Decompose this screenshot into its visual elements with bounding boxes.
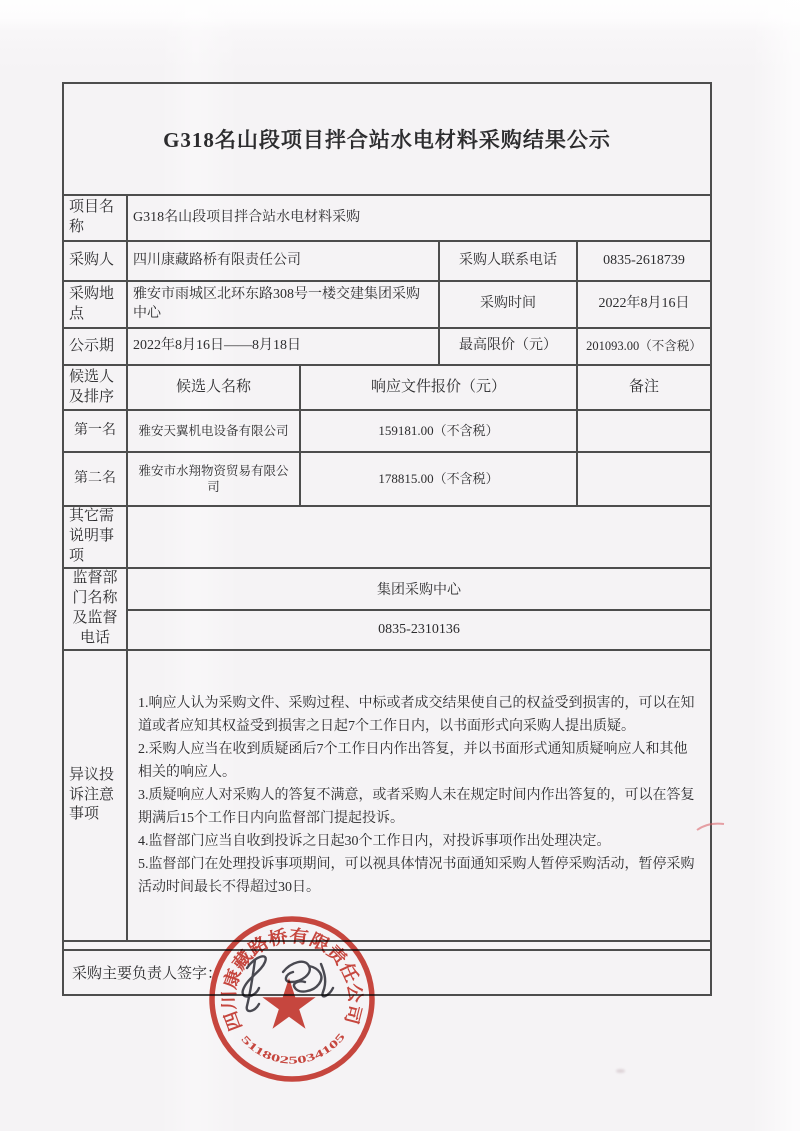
- objection-label: 异议投诉注意事项: [64, 651, 128, 940]
- remark-header: 备注: [628, 378, 659, 395]
- handwritten-signature: [225, 938, 355, 1023]
- objection-item: 3.质疑响应人对采购人的答复不满意，或者采购人未在规定时间内作出答复的，可以在答复期满后15个工作日内向监督部门提起投诉。: [138, 788, 695, 826]
- candidate-bid: 159181.00（不含税）: [301, 411, 578, 451]
- supervision-row: [64, 569, 710, 651]
- rank-header: 候选人及排序: [64, 366, 128, 409]
- publicity-label: 公示期: [64, 329, 128, 364]
- purchase-time-value: 2022年8月16日: [598, 296, 690, 312]
- objection-item: 5.监督部门在处理投诉事项期间，可以视具体情况书面通知采购人暂停采购活动，暂停采购活动时间最长不得超过30日。: [138, 857, 695, 895]
- svg-text:5118025034105: [239, 1031, 348, 1066]
- location-value: 雅安市雨城区北环东路308号一楼交建集团采购中心: [128, 282, 440, 327]
- candidate-name: 雅安市水翔物资贸易有限公司: [128, 453, 301, 505]
- publicity-value: 2022年8月16日——8月18日: [128, 329, 440, 364]
- publicity-row: [64, 329, 710, 366]
- purchaser-phone-label: 采购人联系电话: [440, 242, 578, 280]
- purchaser-label: 采购人: [64, 242, 128, 280]
- max-price-label: 最高限价（元）: [440, 329, 578, 364]
- name-header: 候选人名称: [128, 366, 301, 409]
- candidate-name: 雅安天翼机电设备有限公司: [128, 411, 301, 451]
- other-notes-label: 其它需说明事项: [64, 507, 128, 567]
- candidate-rank: 第二名: [64, 453, 128, 505]
- candidate-remark: [578, 453, 710, 505]
- candidate-row: [64, 411, 710, 453]
- candidate-remark: [578, 411, 710, 451]
- page-title: G318名山段项目拌合站水电材料采购结果公示: [163, 128, 611, 152]
- candidate-rank: 第一名: [64, 411, 128, 451]
- supervision-department: 集团采购中心: [128, 569, 710, 611]
- candidate-bid: 178815.00（不含税）: [301, 453, 578, 505]
- candidate-row: [64, 453, 710, 507]
- purchaser-row: [64, 242, 710, 282]
- supervision-values: [128, 569, 710, 649]
- red-pen-mark: [694, 816, 728, 836]
- seal-company-text: 四川康藏路桥有限责任公司: [218, 925, 366, 1034]
- location-label: 采购地点: [64, 282, 128, 327]
- supervision-label: 监督部门名称及监督电话: [64, 569, 128, 649]
- purchase-time-label: 采购时间: [440, 282, 578, 327]
- bid-header: 响应文件报价（元）: [301, 366, 578, 409]
- project-value: G318名山段项目拌合站水电材料采购: [133, 209, 361, 225]
- signature-row: [64, 951, 710, 994]
- location-row: [64, 282, 710, 329]
- objection-item: 2.采购人应当在收到质疑函后7个工作日内作出答复，并以书面形式通知质疑响应人和其他相关的响应人。: [138, 742, 688, 780]
- purchaser-phone-value: 0835-2618739: [603, 252, 685, 268]
- purchaser-value: 四川康藏路桥有限责任公司: [128, 242, 440, 280]
- empty-spacer-row: [64, 942, 710, 951]
- objection-item: 1.响应人认为采购文件、采购过程、中标或者成交结果使自己的权益受到损害的，可以在知道或者应知其权益受到损害之日起7个工作日内，以书面形式向采购人提出质疑。: [138, 696, 695, 734]
- seal-serial-number: 5118025034105: [238, 1033, 346, 1067]
- smudge-mark: [616, 1069, 625, 1073]
- announcement-table: [62, 82, 712, 996]
- objection-items: [128, 651, 710, 940]
- project-row: [64, 196, 710, 242]
- title-row: [64, 84, 710, 196]
- project-label: 项目名称: [64, 196, 128, 240]
- candidates-header-row: [64, 366, 710, 411]
- objection-row: [64, 651, 710, 942]
- objection-item: 4.监督部门应当自收到投诉之日起30个工作日内，对投诉事项作出处理决定。: [138, 834, 611, 849]
- max-price-value: 201093.00（不含税）: [586, 339, 702, 354]
- signature-label: 采购主要负责人签字：: [72, 966, 223, 982]
- supervision-phone: 0835-2310136: [378, 622, 460, 637]
- other-notes-row: [64, 507, 710, 569]
- other-notes-value: [128, 507, 710, 567]
